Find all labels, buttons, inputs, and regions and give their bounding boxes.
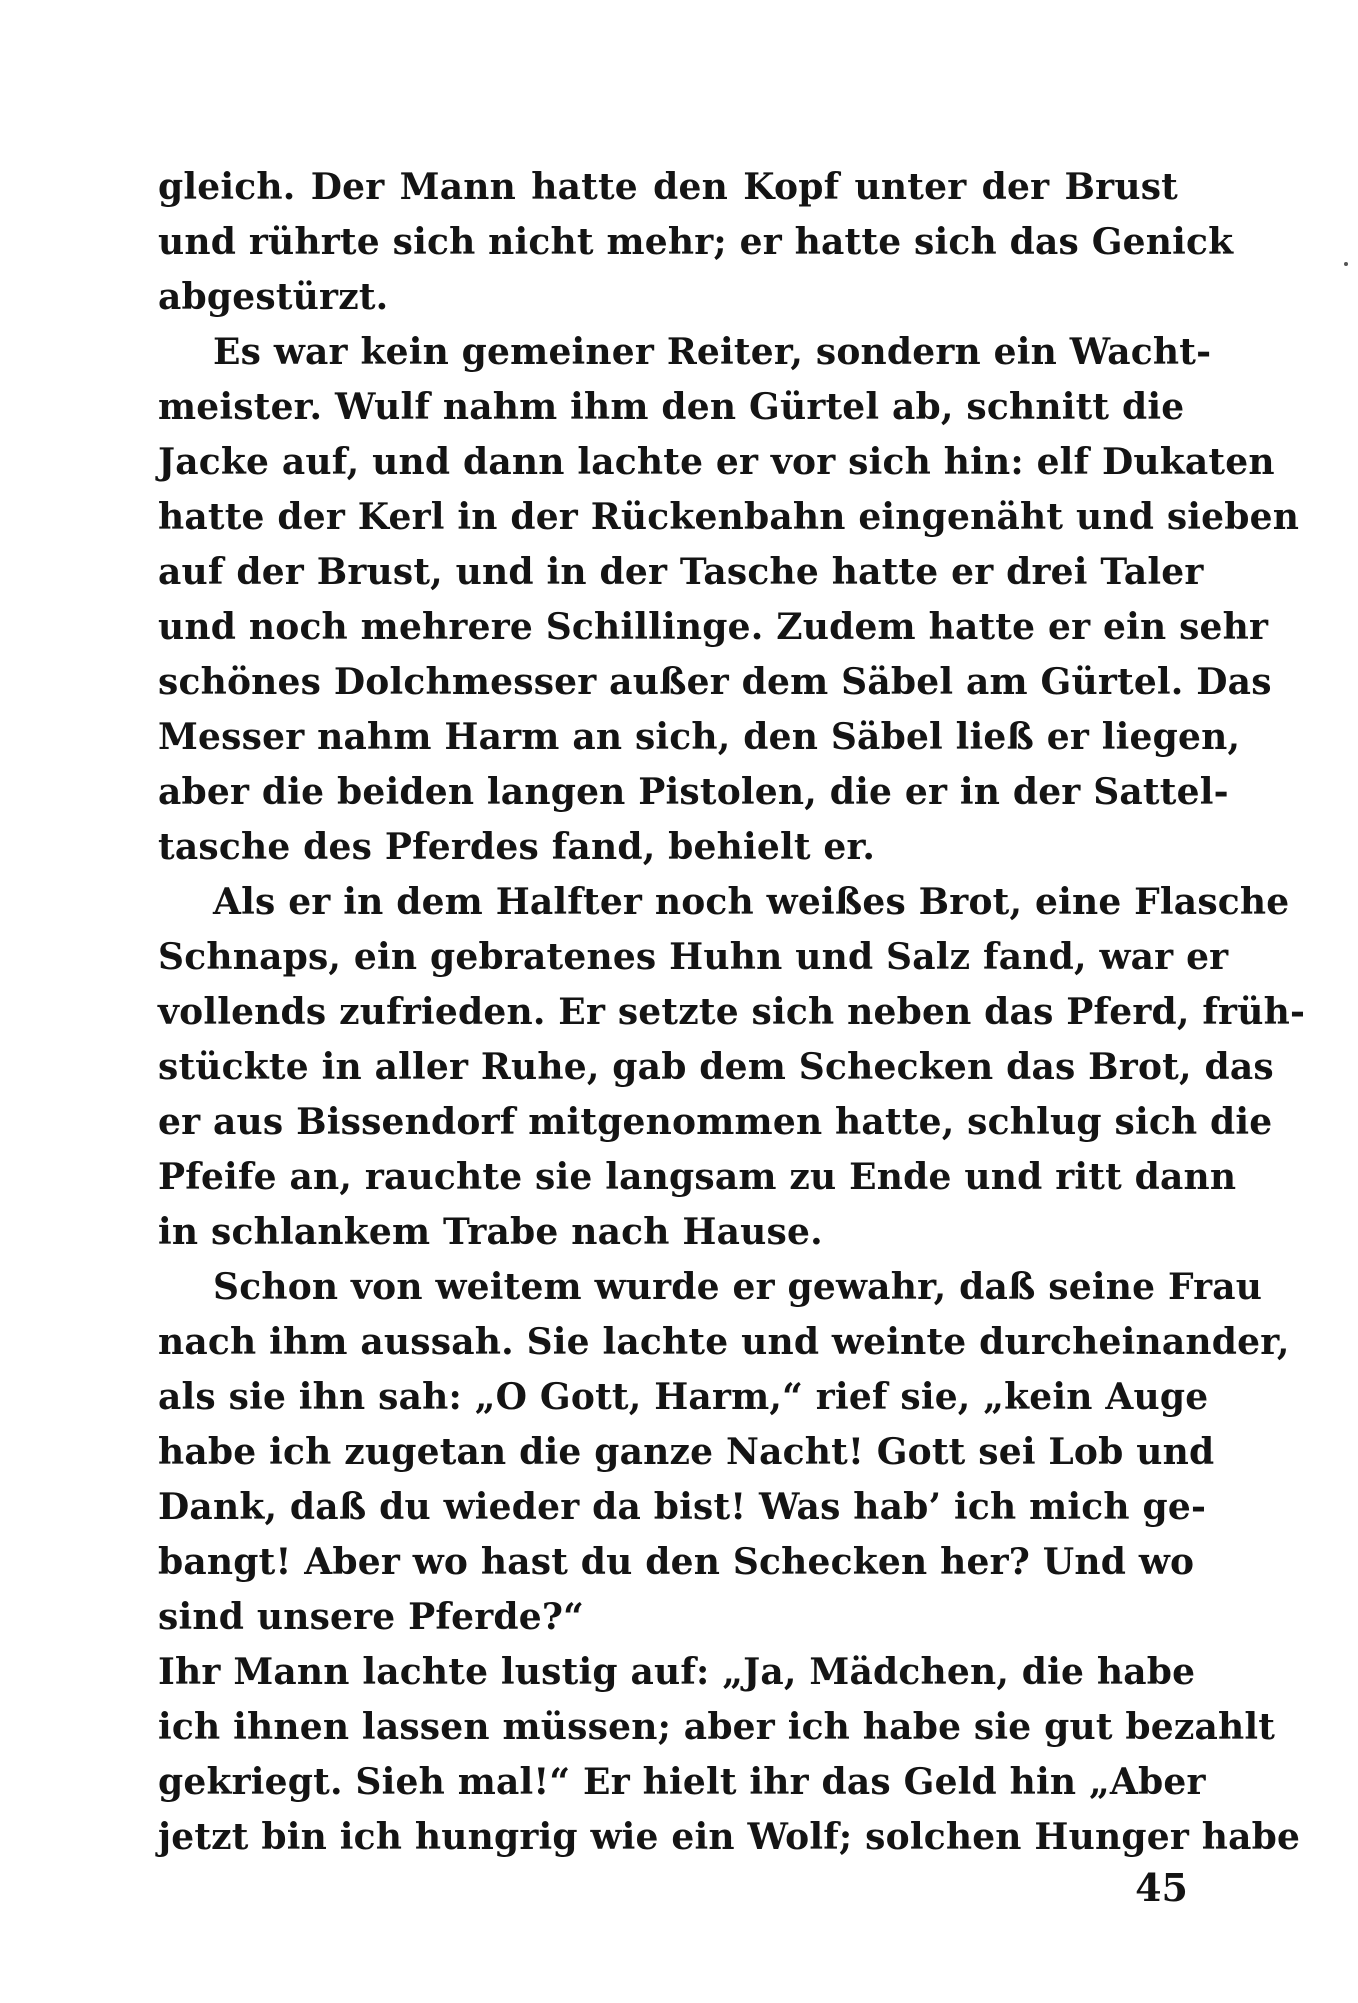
text-line: in schlankem Trabe nach Hause.	[158, 1211, 823, 1253]
text-line: ich ihnen lassen müssen; aber ich habe sie gut bezahlt	[158, 1706, 1276, 1748]
text-line: Dank, daß du wieder da bist! Was hab’ ich mich ge-	[158, 1486, 1207, 1528]
text-line: vollends zufrieden. Er setzte sich neben das Pferd, früh-	[158, 991, 1306, 1033]
text-line: Jacke auf, und dann lachte er vor sich hin: elf Dukaten	[158, 441, 1275, 483]
text-line: sind unsere Pferde?“	[158, 1596, 585, 1638]
text-line: abgestürzt.	[158, 276, 389, 318]
text-line: und noch mehrere Schillinge. Zudem hatte er ein sehr	[158, 606, 1269, 648]
text-line: meister. Wulf nahm ihm den Gürtel ab, schnitt die	[158, 386, 1185, 428]
text-line: und rührte sich nicht mehr; er hatte sich das Genick	[158, 221, 1234, 263]
text-line: gleich. Der Mann hatte den Kopf unter der Brust	[158, 166, 1178, 208]
text-line: er aus Bissendorf mitgenommen hatte, schlug sich die	[158, 1101, 1273, 1143]
text-line: auf der Brust, und in der Tasche hatte er drei Taler	[158, 551, 1204, 593]
page-number: 45	[1135, 1865, 1188, 1910]
text-line: bangt! Aber wo hast du den Schecken her? Und wo	[158, 1541, 1195, 1583]
text-line: Es war kein gemeiner Reiter, sondern ein Wacht-	[213, 331, 1212, 373]
text-line: habe ich zugetan die ganze Nacht! Gott sei Lob und	[158, 1431, 1215, 1473]
text-line: tasche des Pferdes fand, behielt er.	[158, 826, 876, 868]
text-line: schönes Dolchmesser außer dem Säbel am Gürtel. Das	[158, 661, 1272, 703]
text-line: Ihr Mann lachte lustig auf: „Ja, Mädchen, die habe	[158, 1651, 1196, 1693]
text-line: nach ihm aussah. Sie lachte und weinte durcheinander,	[158, 1321, 1290, 1363]
text-line: Als er in dem Halfter noch weißes Brot, eine Flasche	[213, 881, 1290, 923]
text-line: stückte in aller Ruhe, gab dem Schecken das Brot, das	[158, 1046, 1274, 1088]
text-line: Pfeife an, rauchte sie langsam zu Ende und ritt dann	[158, 1156, 1237, 1198]
text-line: hatte der Kerl in der Rückenbahn eingenäht und sieben	[158, 496, 1300, 538]
text-line: aber die beiden langen Pistolen, die er in der Sattel-	[158, 771, 1229, 813]
text-line: jetzt bin ich hungrig wie ein Wolf; solchen Hunger habe	[158, 1816, 1301, 1858]
text-line: gekriegt. Sieh mal!“ Er hielt ihr das Geld hin „Aber	[158, 1761, 1206, 1803]
text-line: Schon von weitem wurde er gewahr, daß seine Frau	[213, 1266, 1263, 1308]
text-line: Messer nahm Harm an sich, den Säbel ließ er liegen,	[158, 716, 1241, 758]
body-text	[158, 160, 1306, 1865]
scan-speck	[1344, 262, 1348, 266]
text-line: als sie ihn sah: „O Gott, Harm,“ rief sie, „kein Auge	[158, 1376, 1209, 1418]
text-line: Schnaps, ein gebratenes Huhn und Salz fand, war er	[158, 936, 1229, 978]
